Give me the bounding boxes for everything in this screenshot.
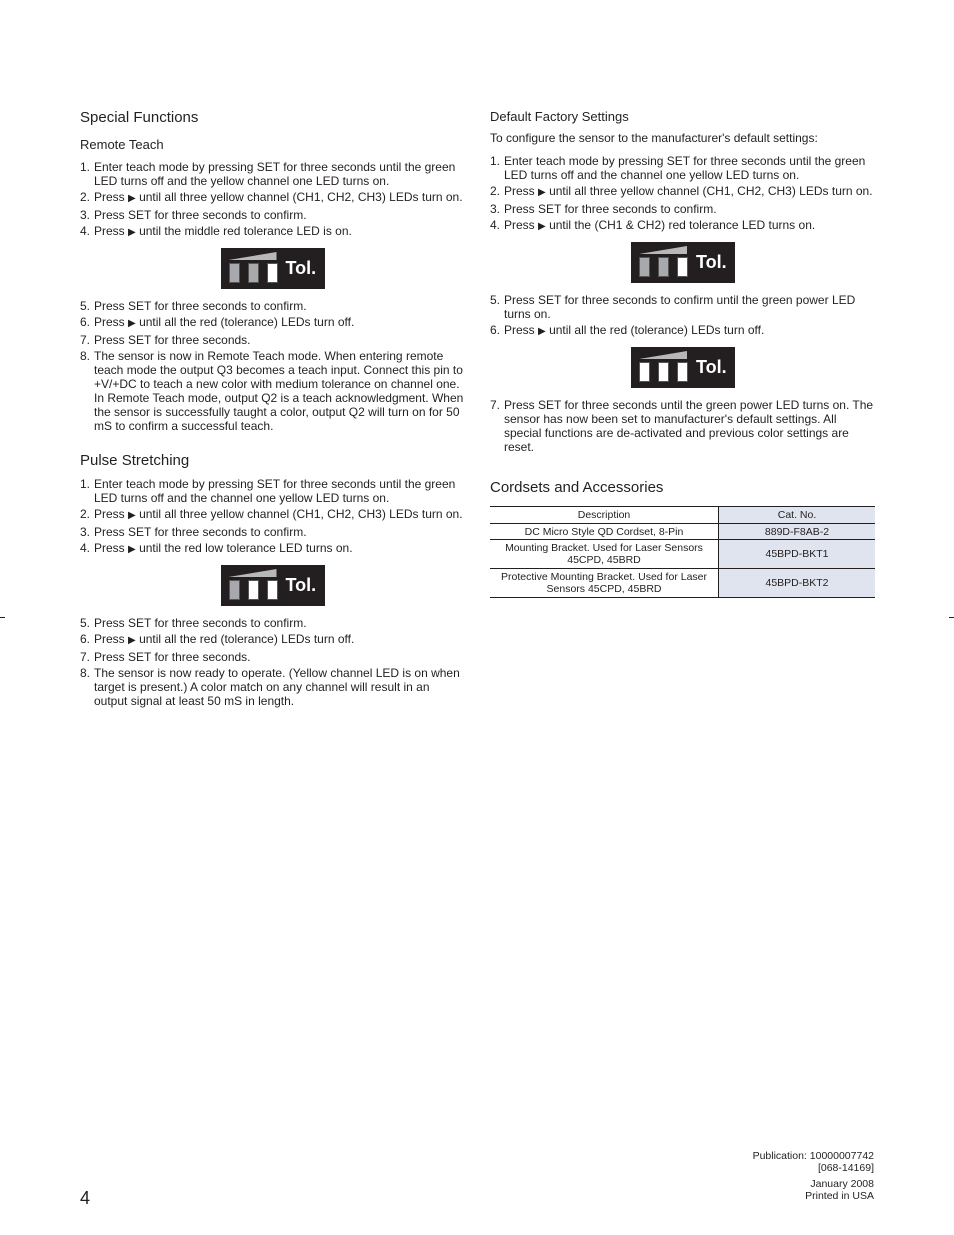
description-cell: DC Micro Style QD Cordset, 8-Pin: [490, 524, 719, 540]
step-number: 6.: [80, 632, 91, 646]
tol-label: Tol.: [696, 252, 727, 272]
steps-list: [80, 160, 465, 240]
step-number: 1.: [490, 154, 501, 168]
step-number: 8.: [80, 666, 91, 680]
steps-list: [80, 477, 465, 557]
list-item: [80, 208, 465, 222]
step-text: until all the red (tolerance) LEDs turn off.: [549, 323, 765, 337]
right-arrow-icon: ▶: [538, 221, 546, 232]
step-text: until all three yellow channel (CH1, CH2, CH3) LEDs turn on.: [139, 190, 463, 204]
page-number: 4: [80, 1188, 91, 1208]
tolerance-display-icon: [221, 565, 325, 606]
step-number: 4.: [80, 541, 91, 555]
step-text: until the red low tolerance LED turns on.: [139, 541, 353, 555]
step-number: 5.: [80, 299, 91, 313]
tolerance-display-icon: [631, 242, 735, 283]
ramp-graphic: [639, 351, 687, 359]
step-number: 2.: [80, 190, 91, 204]
tol-label: Tol.: [285, 258, 317, 278]
step-text: Press: [504, 218, 535, 232]
right-arrow-icon: ▶: [538, 187, 546, 198]
step-text: Press SET for three seconds until the green power LED turns on. The sensor has now been set to manufacturer's default settings. All special functions are de-activated and previous color settings are reset.: [504, 398, 874, 454]
tolerance-led: [267, 263, 278, 283]
step-text: Press SET for three seconds.: [94, 650, 251, 664]
tolerance-led: [267, 580, 278, 600]
step-number: 5.: [80, 616, 91, 630]
step-number: 3.: [80, 525, 91, 539]
list-item: [80, 224, 465, 240]
step-number: 8.: [80, 349, 91, 363]
crop-mark: [0, 617, 5, 618]
tolerance-led: [229, 263, 240, 283]
publication-number: Publication: 10000007742: [752, 1150, 874, 1162]
ramp-graphic: [639, 246, 687, 254]
step-text: Enter teach mode by pressing SET for three seconds until the green LED turns off and the yellow channel one LED turns on.: [94, 160, 456, 188]
table-row: [490, 540, 875, 569]
table-row: [490, 569, 875, 598]
step-number: 4.: [80, 224, 91, 238]
step-number: 2.: [490, 184, 501, 198]
step-number: 7.: [80, 333, 91, 347]
step-text: until all the red (tolerance) LEDs turn off.: [139, 632, 355, 646]
ramp-graphic: [229, 569, 277, 577]
cat-no-cell: 45BPD-BKT1: [719, 540, 876, 569]
list-item: [80, 632, 465, 648]
list-item: [80, 541, 465, 557]
list-item: [80, 160, 465, 188]
tolerance-led: [639, 257, 650, 277]
step-text: until all three yellow channel (CH1, CH2, CH3) LEDs turn on.: [549, 184, 873, 198]
step-number: 6.: [80, 315, 91, 329]
step-number: 1.: [80, 160, 91, 174]
step-text: Press SET for three seconds to confirm until the green power LED turns on.: [504, 293, 856, 321]
tol-label: Tol.: [285, 575, 317, 595]
publication-date: January 2008: [810, 1178, 874, 1190]
list-item: [80, 616, 465, 630]
step-number: 2.: [80, 507, 91, 521]
step-text: Press: [94, 507, 125, 521]
tolerance-led: [248, 263, 259, 283]
list-item: [80, 315, 465, 331]
tolerance-led: [677, 257, 688, 277]
publication-info: [753, 1150, 874, 1202]
step-text: until the (CH1 & CH2) red tolerance LED turns on.: [549, 218, 816, 232]
list-item: [490, 293, 876, 321]
right-arrow-icon: ▶: [538, 326, 546, 337]
description-cell: Mounting Bracket. Used for Laser Sensors 45CPD, 45BRD: [490, 540, 719, 569]
step-number: 7.: [80, 650, 91, 664]
right-arrow-icon: ▶: [128, 318, 136, 329]
list-item: [490, 323, 876, 339]
list-item: [80, 477, 465, 505]
section-title-special-functions: Special Functions: [80, 109, 199, 126]
step-number: 4.: [490, 218, 501, 232]
step-text: Press: [94, 541, 125, 555]
step-text: The sensor is now in Remote Teach mode. When entering remote teach mode the output Q3 becomes a teach input. Connect this pin to +V/+DC to teach a new color with medium tolerance on channel one. In Remote Teach mode, output Q2 is a teach acknowledgment. When the sensor is successfully taught a color, output Q2 will turn on for 50 mS to confirm a successful teach.: [94, 349, 464, 433]
tolerance-led: [677, 362, 688, 382]
tolerance-led: [658, 362, 669, 382]
tolerance-display-icon: [631, 347, 735, 388]
step-text: Enter teach mode by pressing SET for three seconds until the green LED turns off and the channel one yellow LED turns on.: [504, 154, 866, 182]
step-number: 7.: [490, 398, 501, 412]
list-item: [80, 299, 465, 313]
tolerance-led: [658, 257, 669, 277]
step-text: Press SET for three seconds to confirm.: [94, 616, 307, 630]
tolerance-led: [229, 580, 240, 600]
steps-list: [80, 616, 465, 708]
right-arrow-icon: ▶: [128, 193, 136, 204]
intro-text: To configure the sensor to the manufacturer's default settings:: [490, 131, 818, 145]
steps-list: [490, 398, 876, 454]
list-item: [80, 190, 465, 206]
step-number: 6.: [490, 323, 501, 337]
right-arrow-icon: ▶: [128, 544, 136, 555]
step-text: Press: [504, 184, 535, 198]
list-item: [80, 650, 465, 664]
table-header-cat-no: Cat. No.: [719, 507, 876, 524]
list-item: [490, 154, 876, 182]
table-header-description: Description: [490, 507, 719, 524]
printed-location: Printed in USA: [805, 1190, 874, 1202]
step-number: 1.: [80, 477, 91, 491]
section-title-pulse-stretching: Pulse Stretching: [80, 452, 190, 469]
list-item: [490, 184, 876, 200]
step-text: Press: [94, 224, 125, 238]
step-text: Press: [94, 315, 125, 329]
cat-no-cell: 889D-F8AB-2: [719, 524, 876, 540]
step-number: 5.: [490, 293, 501, 307]
list-item: [80, 349, 465, 433]
right-arrow-icon: ▶: [128, 227, 136, 238]
tolerance-led: [639, 362, 650, 382]
table-row: [490, 524, 875, 540]
list-item: [490, 398, 876, 454]
crop-mark: [949, 617, 954, 618]
step-text: until all three yellow channel (CH1, CH2, CH3) LEDs turn on.: [139, 507, 463, 521]
step-text: until all the red (tolerance) LEDs turn off.: [139, 315, 355, 329]
list-item: [80, 333, 465, 347]
step-number: 3.: [80, 208, 91, 222]
step-text: The sensor is now ready to operate. (Yellow channel LED is on when target is present.) A color match on any channel will result in an output signal at least 50 mS in length.: [94, 666, 460, 708]
step-text: Press SET for three seconds to confirm.: [94, 525, 307, 539]
step-text: Press SET for three seconds.: [94, 333, 251, 347]
cat-no-cell: 45BPD-BKT2: [719, 569, 876, 598]
step-text: Press SET for three seconds to confirm.: [94, 208, 307, 222]
left-column: [80, 108, 465, 710]
list-item: [80, 525, 465, 539]
section-title-cordsets: Cordsets and Accessories: [490, 479, 664, 496]
list-item: [80, 507, 465, 523]
step-text: Enter teach mode by pressing SET for three seconds until the green LED turns off and the channel one yellow LED turns on.: [94, 477, 456, 505]
step-text: Press: [94, 190, 125, 204]
step-text: Press: [504, 323, 535, 337]
step-text: Press: [94, 632, 125, 646]
description-cell: Protective Mounting Bracket. Used for Laser Sensors 45CPD, 45BRD: [490, 569, 719, 598]
list-item: [490, 218, 876, 234]
publication-code: [068-14169]: [817, 1162, 874, 1174]
right-column: [490, 108, 876, 598]
right-arrow-icon: ▶: [128, 635, 136, 646]
step-text: Press SET for three seconds to confirm.: [504, 202, 717, 216]
subsection-title-remote-teach: Remote Teach: [80, 137, 164, 152]
steps-list: [490, 154, 876, 234]
ramp-graphic: [229, 252, 277, 260]
step-number: 3.: [490, 202, 501, 216]
tol-label: Tol.: [696, 357, 727, 377]
section-title-default-factory-settings: Default Factory Settings: [490, 109, 629, 124]
steps-list: [80, 299, 465, 433]
step-text: until the middle red tolerance LED is on.: [139, 224, 352, 238]
right-arrow-icon: ▶: [128, 510, 136, 521]
steps-list: [490, 293, 876, 339]
list-item: [490, 202, 876, 216]
list-item: [80, 666, 465, 708]
tolerance-display-icon: [221, 248, 325, 289]
step-text: Press SET for three seconds to confirm.: [94, 299, 307, 313]
tolerance-led: [248, 580, 259, 600]
accessories-table: [490, 506, 875, 598]
